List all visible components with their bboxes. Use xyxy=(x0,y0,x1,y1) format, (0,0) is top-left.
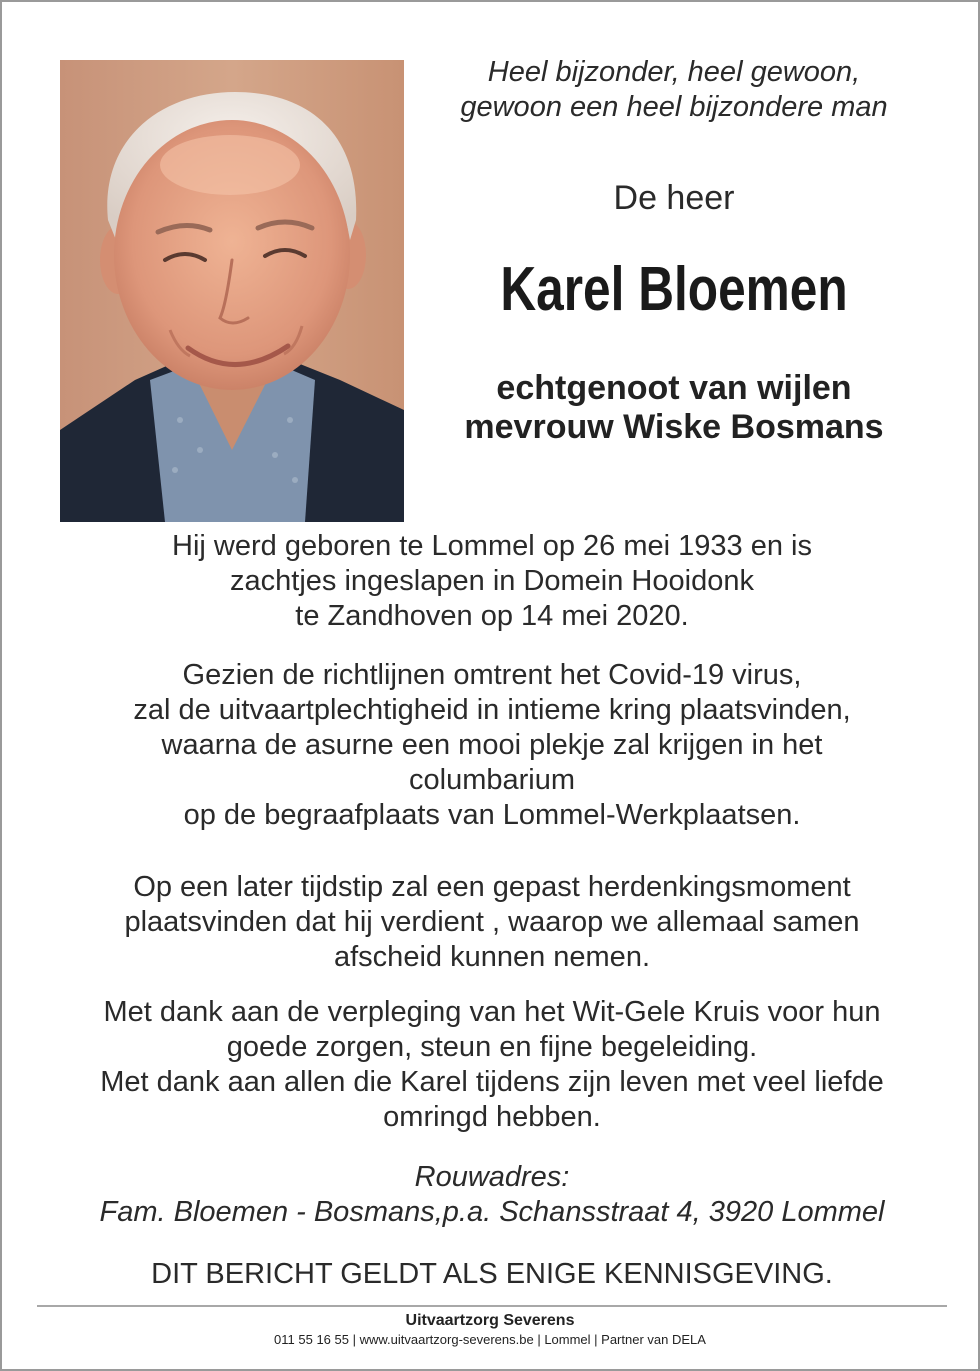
address-label: Rouwadres: xyxy=(414,1161,570,1193)
notice-text: DIT BERICHT GELDT ALS ENIGE KENNISGEVING. xyxy=(151,1258,833,1290)
ceremony-paragraph xyxy=(22,658,962,833)
motto-line-1: Heel bijzonder, heel gewoon, xyxy=(487,56,861,88)
thanks-line-1: Met dank aan de verpleging van het Wit-Gele Kruis voor hun xyxy=(103,996,881,1028)
memorial-line-1: Op een later tijdstip zal een gepast herdenkingsmoment xyxy=(133,871,851,903)
deceased-name: Karel Bloemen xyxy=(500,255,848,324)
birth-death-paragraph xyxy=(22,529,962,634)
honorific: De heer xyxy=(613,179,735,217)
birth-death-line-3: te Zandhoven op 14 mei 2020. xyxy=(295,600,689,632)
spouse-info xyxy=(434,369,914,447)
portrait-illustration xyxy=(60,60,404,522)
portrait-photo xyxy=(60,60,404,522)
ceremony-line-3: waarna de asurne een mooi plekje zal krijgen in het xyxy=(161,729,823,761)
motto-line-2: gewoon een heel bijzondere man xyxy=(460,91,888,123)
address-block xyxy=(22,1160,962,1230)
motto xyxy=(434,55,914,125)
memorial-line-2: plaatsvinden dat hij verdient , waarop we allemaal samen xyxy=(124,906,860,938)
spouse-line-1: echtgenoot van wijlen xyxy=(496,369,852,407)
memorial-paragraph xyxy=(22,870,962,975)
notice xyxy=(22,1257,962,1292)
birth-death-line-1: Hij werd geboren te Lommel op 26 mei 1933 en is xyxy=(172,530,812,562)
thanks-line-3: Met dank aan allen die Karel tijdens zijn leven met veel liefde xyxy=(100,1066,884,1098)
footer-divider xyxy=(37,1305,947,1307)
ceremony-line-1: Gezien de richtlijnen omtrent het Covid-19 virus, xyxy=(182,659,802,691)
spouse-line-2: mevrouw Wiske Bosmans xyxy=(464,408,884,446)
thanks-line-2: goede zorgen, steun en fijne begeleiding. xyxy=(226,1031,758,1063)
memorial-line-3: afscheid kunnen nemen. xyxy=(334,941,650,973)
thanks-line-4: omringd hebben. xyxy=(383,1101,601,1133)
ceremony-line-4: columbarium xyxy=(409,764,575,796)
thanks-paragraph xyxy=(22,995,962,1135)
address-value: Fam. Bloemen - Bosmans,p.a. Schansstraat 4, 3920 Lommel xyxy=(99,1196,885,1228)
footer-company: Uitvaartzorg Severens xyxy=(405,1312,575,1329)
birth-death-line-2: zachtjes ingeslapen in Domein Hooidonk xyxy=(230,565,754,597)
footer-contact-info: 011 55 16 55 | www.uitvaartzorg-severens.be | Lommel | Partner van DELA xyxy=(274,1332,706,1347)
ceremony-line-5: op de begraafplaats van Lommel-Werkplaatsen. xyxy=(183,799,801,831)
ceremony-line-2: zal de uitvaartplechtigheid in intieme kring plaatsvinden, xyxy=(133,694,851,726)
